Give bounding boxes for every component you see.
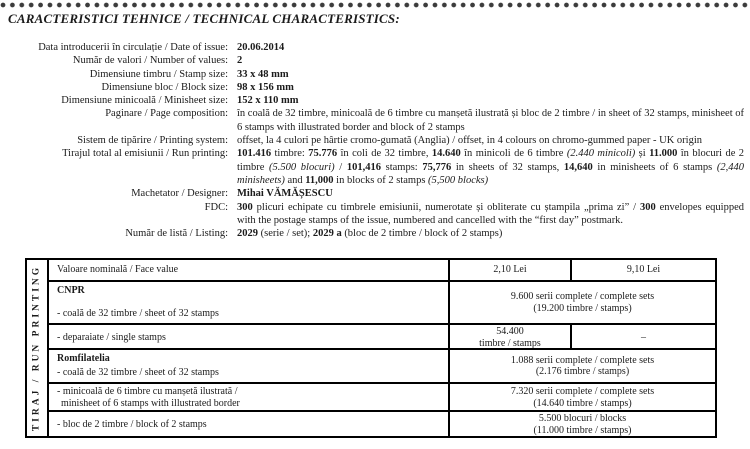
row-value-cell bbox=[448, 384, 715, 411]
spec-row-block-size bbox=[8, 81, 744, 94]
spec-value: 2029 (serie / set); 2029 a (bloc de 2 timbre / block of 2 stamps) bbox=[237, 228, 503, 240]
table-row-single-stamps bbox=[49, 323, 715, 348]
row-label-cell bbox=[49, 325, 448, 350]
row-label-cell bbox=[49, 350, 448, 382]
row-label-cell bbox=[49, 384, 448, 411]
perforation-dots-border bbox=[0, 2, 750, 8]
row-value-cell-col2 bbox=[570, 325, 715, 350]
spec-row-designer bbox=[8, 187, 744, 200]
row-item: - minicoală de 6 timbre cu manșetă ilustrată / bbox=[57, 386, 238, 397]
spec-label: Dimensiune bloc / Block size: bbox=[101, 81, 228, 93]
value-dash: – bbox=[641, 331, 646, 343]
spec-value: 300 plicuri echipate cu timbrele emisiunii, numerotate și obliterate cu ștampila „prima zi” / 300 envelopes equipped with the postage stamps of the issue, numbered and cancelled with the “first day” postmark. bbox=[237, 201, 744, 226]
table-row-block bbox=[49, 410, 715, 436]
spec-value: 152 x 110 mm bbox=[237, 95, 299, 107]
value-line: 1.088 serii complete / complete sets bbox=[510, 354, 655, 366]
row-label-cell bbox=[49, 412, 448, 437]
row-item: minisheet of 6 stamps with illustrated border bbox=[61, 397, 240, 409]
value-line: 9.600 serii complete / complete sets bbox=[510, 291, 655, 302]
face-value-col1: 2,10 Lei bbox=[448, 260, 570, 280]
spec-row-date-of-issue bbox=[8, 41, 744, 54]
spec-label: Tirajul total al emisiunii / Run printing: bbox=[62, 148, 228, 160]
spec-value: 2 bbox=[237, 55, 243, 67]
row-value-cell bbox=[448, 350, 715, 382]
spec-label: Sistem de tipărire / Printing system: bbox=[77, 135, 228, 147]
table-row-romfilatelia-sheet bbox=[49, 348, 715, 382]
row-label-cell bbox=[49, 282, 448, 323]
value-line: (2.176 timbre / stamps) bbox=[535, 366, 630, 377]
spec-label: Număr de valori / Number of values: bbox=[72, 55, 228, 67]
spec-value: 98 x 156 mm bbox=[237, 81, 294, 93]
spec-row-minisheet-size bbox=[8, 94, 744, 107]
value-line: 7.320 serii complete / complete sets bbox=[510, 386, 655, 397]
table-side-label: TIRAJ / RUN PRINTING bbox=[31, 264, 42, 432]
table-row-cnpr-sheet bbox=[49, 280, 715, 323]
spec-row-stamp-size bbox=[8, 68, 744, 81]
table-row-minisheet bbox=[49, 382, 715, 410]
face-value-label: Valoare nominală / Face value bbox=[57, 264, 179, 276]
row-value-cell bbox=[448, 282, 715, 323]
spec-value: offset, la 4 culori pe hârtie cromo-gumată (Anglia) / offset, in 4 colours on chromo-gummed paper - UK origin bbox=[237, 135, 702, 147]
spec-value: 101.416 timbre: 75.776 în coli de 32 timbre, 14.640 în minicoli de 6 timbre (2.440 minicoli) și 11.000 în blocuri de 2 timbre (5.500 blocuri) / 101,416 stamps: 75,776 in sheets of 32 stamps, 14,640 in minisheets of 6 stamps (2,440 minisheets) and 11,000 in blocks of 2 stamps (5,500 blocks) bbox=[237, 148, 745, 186]
row-item: - bloc de 2 timbre / block of 2 stamps bbox=[57, 418, 207, 430]
spec-label: Machetator / Designer: bbox=[131, 188, 228, 200]
spec-value: 20.06.2014 bbox=[237, 42, 285, 53]
spec-label: Dimensiune minicoală / Minisheet size: bbox=[61, 95, 228, 107]
group-name: Romfilatelia bbox=[57, 353, 110, 364]
spec-row-listing bbox=[8, 227, 744, 240]
value-line: (19.200 timbre / stamps) bbox=[533, 302, 632, 314]
run-printing-table bbox=[25, 258, 717, 438]
spec-label: Dimensiune timbru / Stamp size: bbox=[89, 68, 228, 80]
row-item: - deparaiate / single stamps bbox=[57, 331, 166, 343]
table-side-cell bbox=[27, 260, 49, 436]
spec-value: în coală de 32 timbre, minicoală de 6 timbre cu manșetă ilustrată și bloc de 2 timbre / in sheet of 32 stamps, minisheet of 6 stamps with illustrated border and block of 2 stamps bbox=[237, 108, 744, 133]
spec-label: Data introducerii în circulație / Date of issue: bbox=[38, 42, 228, 53]
page-title: CARACTERISTICI TEHNICE / TECHNICAL CHARACTERISTICS: bbox=[8, 11, 400, 26]
row-value-cell bbox=[448, 412, 715, 437]
spec-label: FDC: bbox=[204, 201, 228, 213]
table-body bbox=[49, 260, 715, 436]
spec-value: 33 x 48 mm bbox=[237, 68, 289, 80]
technical-characteristics-list bbox=[8, 41, 744, 240]
table-header-row bbox=[49, 260, 715, 280]
spec-row-number-of-values bbox=[8, 54, 744, 67]
value-line: 5.500 blocuri / blocks bbox=[538, 413, 627, 424]
spec-row-printing-system bbox=[8, 134, 744, 147]
row-item: - coală de 32 timbre / sheet of 32 stamps bbox=[57, 366, 219, 378]
spec-label: Număr de listă / Listing: bbox=[125, 228, 228, 240]
value-line: (11.000 timbre / stamps) bbox=[533, 424, 632, 436]
row-item: - coală de 32 timbre / sheet of 32 stamps bbox=[57, 307, 219, 319]
face-value-col2: 9,10 Lei bbox=[570, 260, 715, 280]
value-line: (14.640 timbre / stamps) bbox=[533, 397, 632, 409]
spec-label: Paginare / Page composition: bbox=[105, 108, 228, 120]
value-line: 54.400 bbox=[496, 326, 524, 337]
spec-value: Mihai VĂMĂȘESCU bbox=[237, 188, 333, 200]
spec-row-run-printing bbox=[8, 147, 744, 187]
spec-row-fdc bbox=[8, 201, 744, 228]
group-name: CNPR bbox=[57, 285, 85, 296]
row-value-cell-col1 bbox=[448, 325, 570, 350]
spec-row-page-composition bbox=[8, 107, 744, 134]
value-line: timbre / stamps bbox=[479, 337, 541, 349]
